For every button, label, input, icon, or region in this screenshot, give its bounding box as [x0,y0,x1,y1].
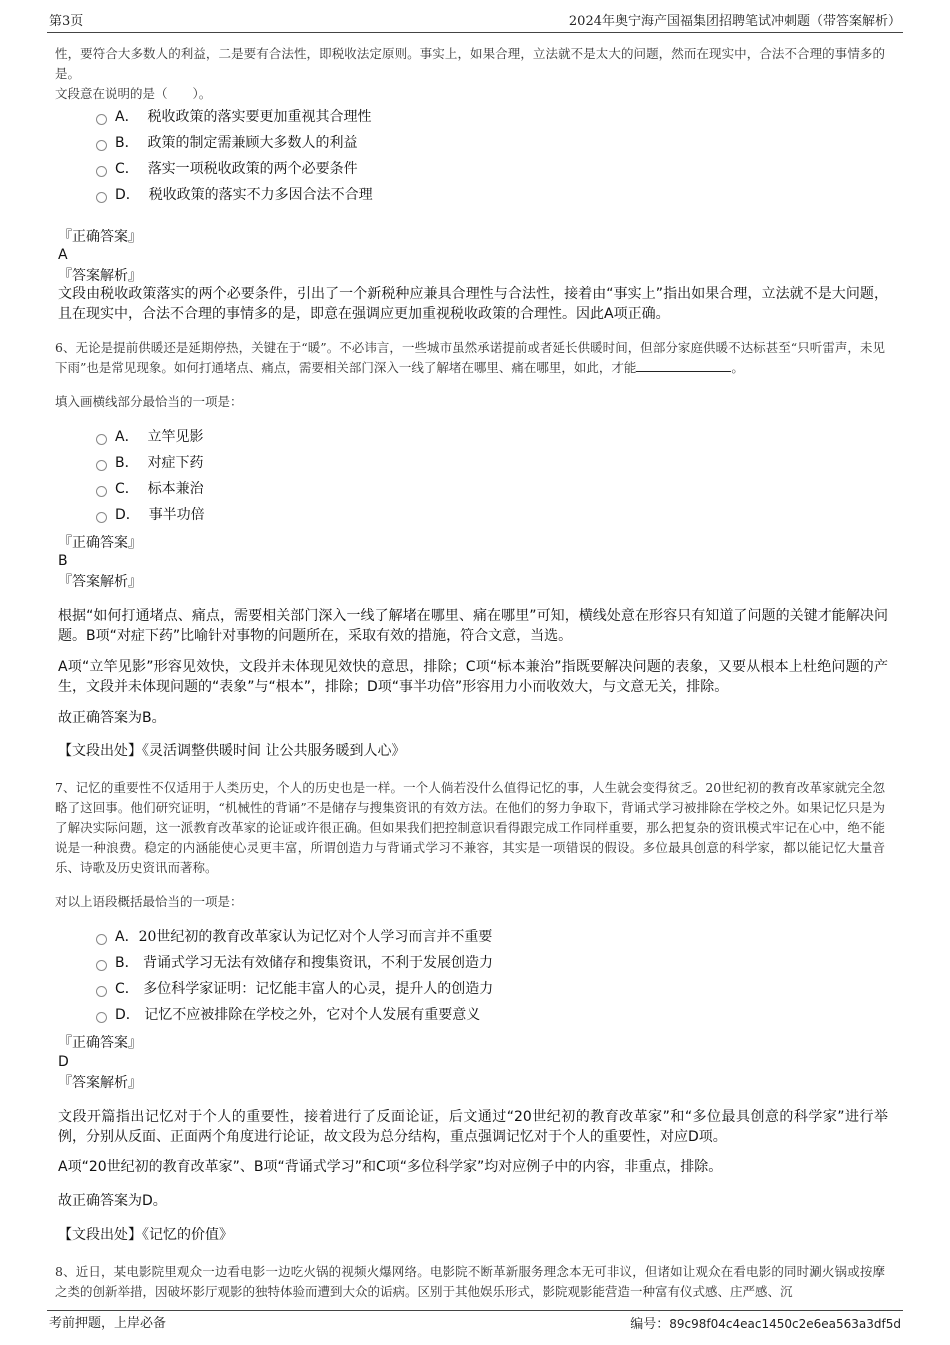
fill-blank [636,359,731,372]
q6-option-d[interactable]: D． 事半功倍 [96,504,205,526]
q5-passage-continuation: 性，要符合大多数人的利益，二是要有合法性，即税收法定原则。事实上，如果合理，立法就不是太大的问题，然而在现实中，合法不合理的事情多的是。 [55,46,885,81]
q5-option-b[interactable]: B． 政策的制定需兼顾大多数人的利益 [96,132,358,154]
q6-option-a[interactable]: A． 立竿见影 [96,426,203,448]
footer-slogan: 考前押题，上岸必备 [49,1316,167,1331]
page-number: 第3页 [49,14,84,29]
q6-stem: 填入画横线部分最恰当的一项是： [55,394,243,409]
radio-icon[interactable] [96,512,107,523]
q5-stem: 文段意在说明的是（ ）。 [55,86,212,101]
q7-option-a[interactable]: A．20世纪初的教育改革家认为记忆对个人学习而言并不重要 [96,926,492,948]
q8-passage: 8、近日，某电影院里观众一边看电影一边吃火锅的视频火爆网络。电影院不断革新服务理念本无可非议，但诸如让观众在看电影的同时涮火锅或按摩之类的创新举措，因破坏影厅观影的独特体验而遭到大众的诟病。区别于其他娱乐形式，影院观影能营造一种富有仪式感、庄严感、沉 [55,1264,885,1299]
q6-option-b[interactable]: B． 对症下药 [96,452,204,474]
q5-answer-label: 『正确答案』 [58,229,142,245]
q7-analysis-para-3: 故正确答案为D。 [58,1193,167,1209]
q6-analysis-para-1: 根据“如何打通堵点、痛点，需要相关部门深入一线了解堵在哪里、痛在哪里”可知，横线处意在形容只有知道了问题的关键才能解决问题。B项“对症下药”比喻针对事物的问题所在，采取有效的措施，符合文意，当选。 [58,608,888,644]
q6-analysis-para-3: 故正确答案为B。 [58,710,166,726]
q6-answer: B [58,553,68,569]
radio-icon[interactable] [96,192,107,203]
q7-option-d[interactable]: D． 记忆不应被排除在学校之外，它对个人发展有重要意义 [96,1004,480,1026]
q7-stem: 对以上语段概括最恰当的一项是： [55,894,243,909]
radio-icon[interactable] [96,934,107,945]
document-code: 编号：89c98f04c4eac1450c2e6ea563a3df5d [630,1317,901,1332]
q7-analysis-para-1: 文段开篇指出记忆对于个人的重要性，接着进行了反面论证，后文通过“20世纪初的教育改革家”和“多位最具创意的科学家”进行举例，分别从反面、正面两个角度进行论证，故文段为总分结构，重点强调记忆对于个人的重要性，对应D项。 [58,1109,888,1145]
q7-option-b[interactable]: B． 背诵式学习无法有效储存和搜集资讯，不利于发展创造力 [96,952,493,974]
q7-analysis-para-2: A项“20世纪初的教育改革家”、B项“背诵式学习”和C项“多位科学家”均对应例子中的内容，非重点，排除。 [58,1159,723,1175]
radio-icon[interactable] [96,1012,107,1023]
page-header [47,12,903,33]
q5-option-c[interactable]: C． 落实一项税收政策的两个必要条件 [96,158,358,180]
q5-answer: A [58,247,68,263]
q5-option-d[interactable]: D． 税收政策的落实不力多因合法不合理 [96,184,373,206]
radio-icon[interactable] [96,486,107,497]
q7-option-c[interactable]: C． 多位科学家证明：记忆能丰富人的心灵，提升人的创造力 [96,978,493,1000]
q7-source: 【文段出处】《记忆的价值》 [58,1227,233,1243]
q6-answer-label: 『正确答案』 [58,535,142,551]
radio-icon[interactable] [96,960,107,971]
q6-analysis-label: 『答案解析』 [58,574,142,590]
q6-source: 【文段出处】《灵活调整供暖时间 让公共服务暖到人心》 [58,743,406,759]
q7-answer-label: 『正确答案』 [58,1035,142,1051]
radio-icon[interactable] [96,166,107,177]
radio-icon[interactable] [96,434,107,445]
q5-analysis: 文段由税收政策落实的两个必要条件，引出了一个新税种应兼具合理性与合法性，接着由“事实上”指出如果合理，立法就不是大问题，且在现实中，合法不合理的事情多的是，即意在强调应更加重视税收政策的合理性。因此A项正确。 [58,286,888,322]
radio-icon[interactable] [96,114,107,125]
q7-passage: 7、记忆的重要性不仅适用于人类历史，个人的历史也是一样。一个人倘若没什么值得记忆的事，人生就会变得贫乏。20世纪初的教育改革家就完全忽略了这回事。他们研究证明，“机械性的背诵”不是储存与搜集资讯的有效方法。在他们的努力争取下，背诵式学习被排除在学校之外。如果记忆只是为了解决实际问题，这一派教育改革家的论证或许很正确。但如果我们把控制意识看得跟完成工作同样重要，那么把复杂的资讯模式牢记在心中，绝不能说是一种浪费。稳定的内涵能使心灵更丰富，所谓创造力与背诵式学习不兼容，其实是一项错误的假设。多位最具创意的科学家，都以能记忆大量音乐、诗歌及历史资讯而著称。 [55,780,885,875]
radio-icon[interactable] [96,140,107,151]
q5-option-a[interactable]: A． 税收政策的落实要更加重视其合理性 [96,106,371,128]
q7-analysis-label: 『答案解析』 [58,1075,142,1091]
radio-icon[interactable] [96,460,107,471]
q5-analysis-label: 『答案解析』 [58,268,142,284]
radio-icon[interactable] [96,986,107,997]
q6-passage: 6、无论是提前供暖还是延期停热，关键在于“暖”。不必讳言，一些城市虽然承诺提前或者延长供暖时间，但部分家庭供暖不达标甚至“只听雷声，未见下雨”也是常见现象。如何打通堵点、痛点，需要相关部门深入一线了解堵在哪里、痛在哪里，如此，才能 。 [55,340,885,375]
q6-option-c[interactable]: C． 标本兼治 [96,478,204,500]
q7-answer: D [58,1054,69,1070]
page-footer [47,1310,903,1333]
q6-analysis-para-2: A项“立竿见影”形容见效快，文段并未体现见效快的意思，排除；C项“标本兼治”指既要解决问题的表象，又要从根本上杜绝问题的产生，文段并未体现问题的“表象”与“根本”，排除；D项“事半功倍”形容用力小而收效大，与文意无关，排除。 [58,659,888,695]
document-title: 2024年奥宁海产国福集团招聘笔试冲刺题（带答案解析） [568,14,901,29]
